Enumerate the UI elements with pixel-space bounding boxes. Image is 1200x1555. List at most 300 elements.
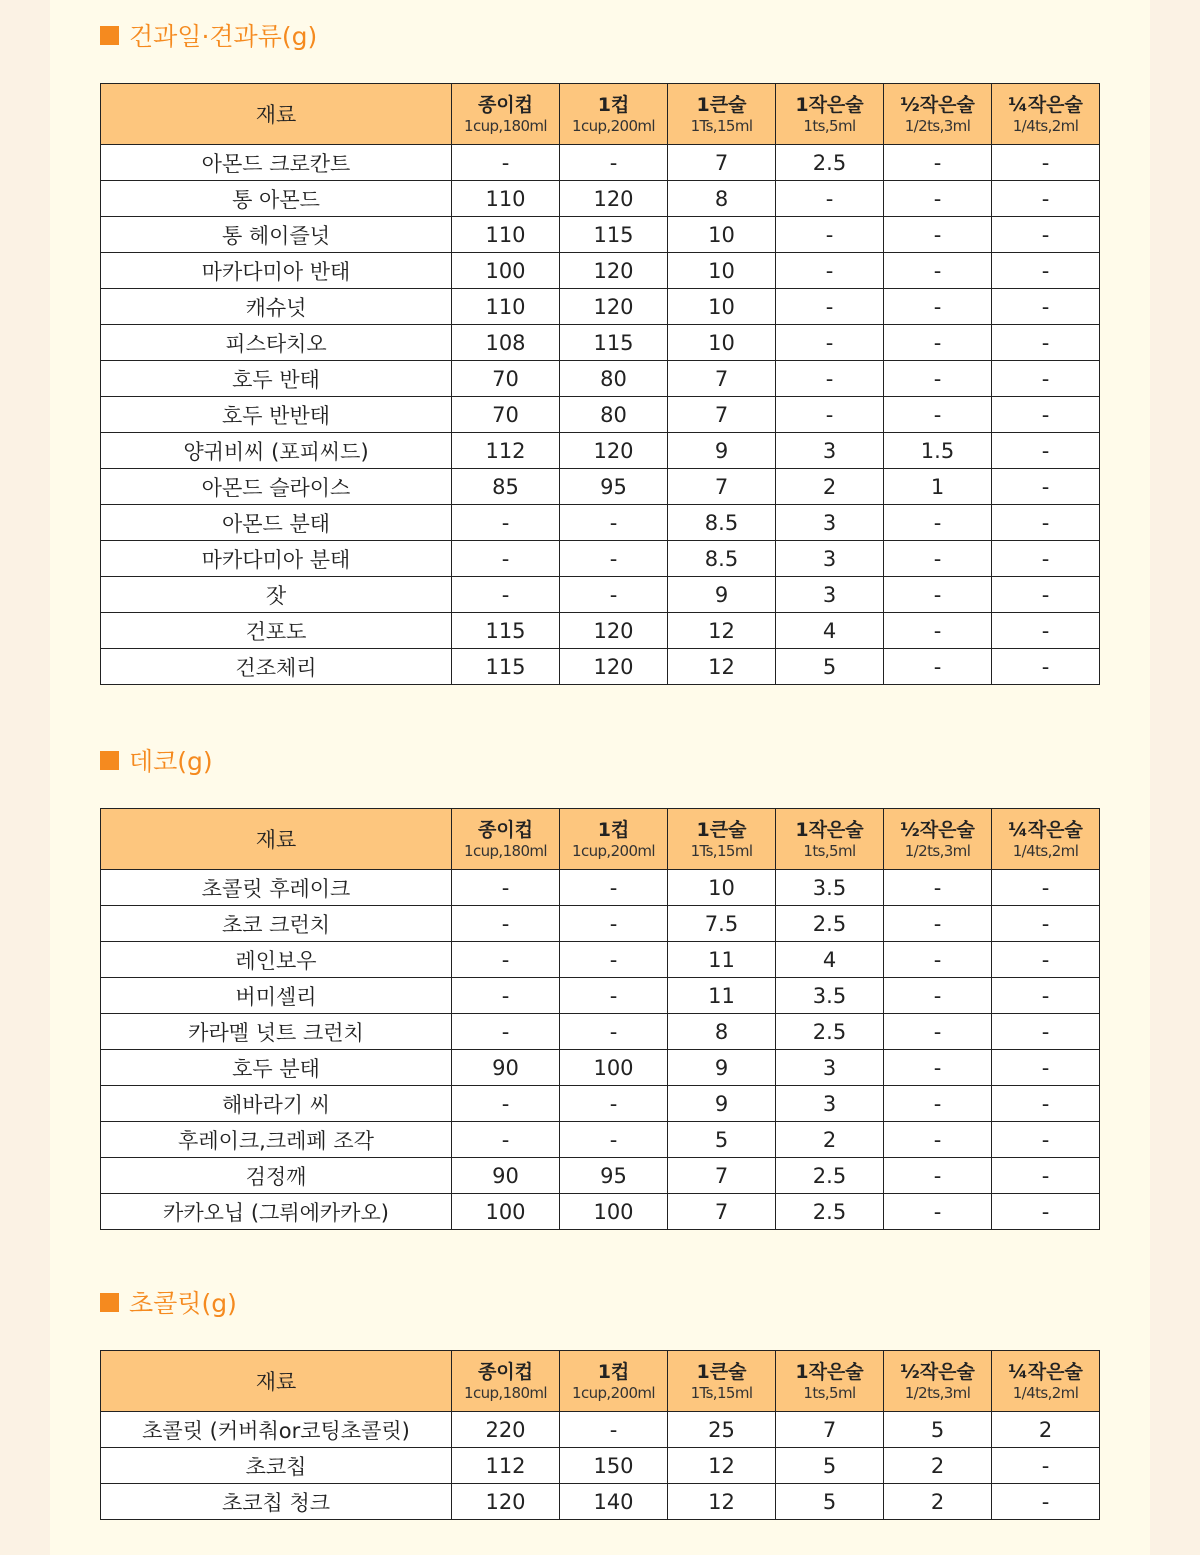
ingredient-name: 해바라기 씨 — [101, 1086, 452, 1122]
table-row — [101, 181, 1100, 217]
header-unit-label: ¼작은술 — [1008, 818, 1083, 841]
amount-cell: 9 — [668, 1050, 776, 1086]
header-cell — [452, 1351, 560, 1412]
ingredient-name: 카카오닙 (그뤼에카카오) — [101, 1194, 452, 1230]
amount-cell: 85 — [452, 469, 560, 505]
ingredient-name: 아몬드 크로칸트 — [101, 145, 452, 181]
table-row — [101, 978, 1100, 1014]
measurement-table — [100, 1350, 1100, 1520]
table-row — [101, 613, 1100, 649]
ingredient-name: 초콜릿 (커버춰or코팅초콜릿) — [101, 1412, 452, 1448]
header-unit-label: 1큰술 — [696, 1360, 747, 1383]
header-unit-sub: 1cup,200ml — [572, 1383, 655, 1402]
header-unit-sub: 1ts,5ml — [803, 841, 856, 860]
header-cell — [668, 809, 776, 870]
header-material: 재료 — [101, 809, 452, 870]
header-unit-label: 종이컵 — [477, 93, 534, 116]
table-header-row — [101, 809, 1100, 870]
header-unit-label: 1큰술 — [696, 93, 747, 116]
amount-cell: - — [992, 397, 1100, 433]
amount-cell: 150 — [560, 1448, 668, 1484]
amount-cell: - — [884, 325, 992, 361]
amount-cell: - — [992, 469, 1100, 505]
amount-cell: 9 — [668, 577, 776, 613]
amount-cell: 2 — [884, 1484, 992, 1520]
header-unit-sub: 1cup,180ml — [464, 1383, 547, 1402]
amount-cell: 7 — [668, 145, 776, 181]
amount-cell: - — [560, 1122, 668, 1158]
amount-cell: 9 — [668, 1086, 776, 1122]
amount-cell: - — [992, 1448, 1100, 1484]
amount-cell: 10 — [668, 217, 776, 253]
amount-cell: 120 — [452, 1484, 560, 1520]
section-chocolate — [100, 1284, 1100, 1520]
header-unit-label: ½작은술 — [900, 1360, 975, 1383]
header-cell — [776, 1351, 884, 1412]
amount-cell: 3 — [776, 433, 884, 469]
header-cell — [776, 809, 884, 870]
table-row — [101, 253, 1100, 289]
ingredient-name: 호두 분태 — [101, 1050, 452, 1086]
amount-cell: 7.5 — [668, 906, 776, 942]
amount-cell: - — [884, 505, 992, 541]
ingredient-name: 아몬드 슬라이스 — [101, 469, 452, 505]
table-row — [101, 433, 1100, 469]
amount-cell: 115 — [452, 649, 560, 685]
amount-cell: 90 — [452, 1158, 560, 1194]
amount-cell: 80 — [560, 397, 668, 433]
amount-cell: 5 — [884, 1412, 992, 1448]
header-cell — [560, 1351, 668, 1412]
table-row — [101, 145, 1100, 181]
table-row — [101, 870, 1100, 906]
amount-cell: 7 — [776, 1412, 884, 1448]
amount-cell: - — [452, 870, 560, 906]
measurement-table — [100, 83, 1100, 685]
ingredient-name: 양귀비씨 (포피씨드) — [101, 433, 452, 469]
ingredient-name: 초코 크런치 — [101, 906, 452, 942]
table-header-row — [101, 84, 1100, 145]
header-unit-label: ¼작은술 — [1008, 1360, 1083, 1383]
amount-cell: 100 — [452, 1194, 560, 1230]
section-title — [100, 1284, 1100, 1320]
amount-cell: - — [884, 906, 992, 942]
header-unit-sub: 1cup,180ml — [464, 116, 547, 135]
table-row — [101, 1086, 1100, 1122]
header-cell — [560, 809, 668, 870]
amount-cell: 80 — [560, 361, 668, 397]
amount-cell: 110 — [452, 289, 560, 325]
header-unit-sub: 1/2ts,3ml — [904, 841, 971, 860]
ingredient-name: 카라멜 넛트 크런치 — [101, 1014, 452, 1050]
amount-cell: 2.5 — [776, 1158, 884, 1194]
ingredient-name: 초코칩 — [101, 1448, 452, 1484]
header-cell — [884, 809, 992, 870]
header-cell — [992, 809, 1100, 870]
table-row — [101, 577, 1100, 613]
amount-cell: - — [776, 289, 884, 325]
header-unit-sub: 1Ts,15ml — [690, 116, 753, 135]
amount-cell: 110 — [452, 217, 560, 253]
amount-cell: - — [776, 181, 884, 217]
amount-cell: - — [560, 1412, 668, 1448]
amount-cell: - — [992, 433, 1100, 469]
amount-cell: - — [560, 870, 668, 906]
section-title-text: 초콜릿(g) — [129, 1289, 237, 1318]
table-row — [101, 325, 1100, 361]
amount-cell: 2 — [776, 1122, 884, 1158]
amount-cell: - — [992, 613, 1100, 649]
amount-cell: - — [992, 649, 1100, 685]
header-unit-sub: 1ts,5ml — [803, 1383, 856, 1402]
amount-cell: - — [884, 577, 992, 613]
header-unit-sub: 1Ts,15ml — [690, 1383, 753, 1402]
amount-cell: 120 — [560, 253, 668, 289]
amount-cell: - — [992, 145, 1100, 181]
amount-cell: 3 — [776, 505, 884, 541]
amount-cell: - — [884, 1158, 992, 1194]
amount-cell: 3 — [776, 577, 884, 613]
header-cell — [884, 1351, 992, 1412]
header-unit-sub: 1/4ts,2ml — [1012, 841, 1079, 860]
header-unit-label: ¼작은술 — [1008, 93, 1083, 116]
amount-cell: - — [884, 361, 992, 397]
amount-cell: 3 — [776, 541, 884, 577]
amount-cell: - — [452, 1086, 560, 1122]
amount-cell: 10 — [668, 325, 776, 361]
header-unit-label: 1컵 — [597, 1360, 630, 1383]
amount-cell: 10 — [668, 289, 776, 325]
amount-cell: - — [560, 541, 668, 577]
header-unit-sub: 1/4ts,2ml — [1012, 116, 1079, 135]
amount-cell: - — [992, 361, 1100, 397]
amount-cell: 70 — [452, 397, 560, 433]
amount-cell: 90 — [452, 1050, 560, 1086]
header-unit-sub: 1Ts,15ml — [690, 841, 753, 860]
amount-cell: 8.5 — [668, 541, 776, 577]
square-bullet-icon — [100, 751, 119, 770]
header-material: 재료 — [101, 1351, 452, 1412]
amount-cell: - — [884, 1014, 992, 1050]
table-row — [101, 1448, 1100, 1484]
ingredient-name: 검정깨 — [101, 1158, 452, 1194]
header-cell — [452, 809, 560, 870]
amount-cell: - — [776, 397, 884, 433]
header-cell — [884, 84, 992, 145]
header-material: 재료 — [101, 84, 452, 145]
amount-cell: - — [992, 325, 1100, 361]
amount-cell: - — [992, 1158, 1100, 1194]
header-unit-label: ½작은술 — [900, 93, 975, 116]
header-unit-label: 1컵 — [597, 93, 630, 116]
section-title — [100, 742, 1100, 778]
amount-cell: 1 — [884, 469, 992, 505]
header-unit-sub: 1/4ts,2ml — [1012, 1383, 1079, 1402]
amount-cell: - — [992, 906, 1100, 942]
amount-cell: 3.5 — [776, 870, 884, 906]
amount-cell: - — [884, 870, 992, 906]
amount-cell: 7 — [668, 361, 776, 397]
amount-cell: - — [884, 289, 992, 325]
table-row — [101, 361, 1100, 397]
amount-cell: - — [884, 1122, 992, 1158]
amount-cell: 4 — [776, 942, 884, 978]
amount-cell: 8 — [668, 1014, 776, 1050]
header-cell — [560, 84, 668, 145]
amount-cell: 112 — [452, 433, 560, 469]
header-unit-label: 1컵 — [597, 818, 630, 841]
section-title — [100, 17, 1100, 53]
section-dried-fruit-nuts — [100, 17, 1100, 685]
amount-cell: - — [884, 942, 992, 978]
table-row — [101, 469, 1100, 505]
amount-cell: 9 — [668, 433, 776, 469]
amount-cell: - — [992, 505, 1100, 541]
ingredient-name: 마카다미아 반태 — [101, 253, 452, 289]
amount-cell: 12 — [668, 649, 776, 685]
amount-cell: 100 — [560, 1050, 668, 1086]
ingredient-name: 캐슈넛 — [101, 289, 452, 325]
amount-cell: 2 — [884, 1448, 992, 1484]
amount-cell: 70 — [452, 361, 560, 397]
amount-cell: - — [560, 505, 668, 541]
header-cell — [668, 84, 776, 145]
amount-cell: - — [560, 577, 668, 613]
amount-cell: - — [992, 1050, 1100, 1086]
amount-cell: - — [560, 906, 668, 942]
amount-cell: 120 — [560, 649, 668, 685]
amount-cell: 120 — [560, 613, 668, 649]
section-deco — [100, 742, 1100, 1230]
amount-cell: 12 — [668, 613, 776, 649]
square-bullet-icon — [100, 1293, 119, 1312]
amount-cell: - — [452, 906, 560, 942]
table-row — [101, 1194, 1100, 1230]
amount-cell: 120 — [560, 181, 668, 217]
amount-cell: 25 — [668, 1412, 776, 1448]
amount-cell: 8.5 — [668, 505, 776, 541]
amount-cell: 100 — [560, 1194, 668, 1230]
amount-cell: 5 — [776, 1484, 884, 1520]
amount-cell: 7 — [668, 397, 776, 433]
amount-cell: 12 — [668, 1484, 776, 1520]
header-unit-label: 1작은술 — [795, 818, 864, 841]
amount-cell: - — [884, 1194, 992, 1230]
amount-cell: 2.5 — [776, 145, 884, 181]
amount-cell: 8 — [668, 181, 776, 217]
ingredient-name: 아몬드 분태 — [101, 505, 452, 541]
amount-cell: - — [992, 1484, 1100, 1520]
amount-cell: - — [560, 1086, 668, 1122]
amount-cell: - — [884, 397, 992, 433]
header-unit-sub: 1/2ts,3ml — [904, 116, 971, 135]
header-unit-sub: 1cup,200ml — [572, 116, 655, 135]
amount-cell: 120 — [560, 289, 668, 325]
amount-cell: 2.5 — [776, 1014, 884, 1050]
amount-cell: - — [452, 1014, 560, 1050]
header-unit-label: 종이컵 — [477, 1360, 534, 1383]
amount-cell: 11 — [668, 978, 776, 1014]
ingredient-name: 후레이크,크레페 조각 — [101, 1122, 452, 1158]
amount-cell: 95 — [560, 469, 668, 505]
amount-cell: - — [452, 577, 560, 613]
table-row — [101, 541, 1100, 577]
square-bullet-icon — [100, 26, 119, 45]
header-cell — [992, 1351, 1100, 1412]
header-unit-label: 종이컵 — [477, 818, 534, 841]
amount-cell: - — [992, 217, 1100, 253]
header-cell — [992, 84, 1100, 145]
table-row — [101, 942, 1100, 978]
header-cell — [452, 84, 560, 145]
amount-cell: - — [884, 541, 992, 577]
amount-cell: - — [992, 1086, 1100, 1122]
amount-cell: - — [992, 577, 1100, 613]
amount-cell: 108 — [452, 325, 560, 361]
header-unit-sub: 1/2ts,3ml — [904, 1383, 971, 1402]
table-row — [101, 397, 1100, 433]
amount-cell: - — [560, 145, 668, 181]
amount-cell: - — [992, 181, 1100, 217]
amount-cell: - — [776, 361, 884, 397]
ingredient-name: 피스타치오 — [101, 325, 452, 361]
header-cell — [776, 84, 884, 145]
amount-cell: - — [992, 289, 1100, 325]
amount-cell: 10 — [668, 870, 776, 906]
ingredient-name: 건조체리 — [101, 649, 452, 685]
amount-cell: - — [992, 1194, 1100, 1230]
table-row — [101, 505, 1100, 541]
section-title-text: 건과일·견과류(g) — [129, 22, 318, 51]
ingredient-name: 잣 — [101, 577, 452, 613]
amount-cell: 2.5 — [776, 906, 884, 942]
table-header-row — [101, 1351, 1100, 1412]
header-unit-label: 1작은술 — [795, 1360, 864, 1383]
amount-cell: 120 — [560, 433, 668, 469]
amount-cell: 3.5 — [776, 978, 884, 1014]
header-unit-sub: 1cup,200ml — [572, 841, 655, 860]
amount-cell: 11 — [668, 942, 776, 978]
amount-cell: 4 — [776, 613, 884, 649]
amount-cell: - — [884, 217, 992, 253]
amount-cell: - — [452, 978, 560, 1014]
amount-cell: - — [884, 145, 992, 181]
amount-cell: - — [884, 613, 992, 649]
amount-cell: - — [776, 325, 884, 361]
amount-cell: 5 — [776, 649, 884, 685]
amount-cell: 115 — [560, 325, 668, 361]
amount-cell: 7 — [668, 1194, 776, 1230]
amount-cell: - — [884, 649, 992, 685]
amount-cell: - — [992, 1014, 1100, 1050]
amount-cell: 2.5 — [776, 1194, 884, 1230]
amount-cell: 100 — [452, 253, 560, 289]
measurement-table — [100, 808, 1100, 1230]
ingredient-name: 버미셀리 — [101, 978, 452, 1014]
table-row — [101, 217, 1100, 253]
table-row — [101, 1484, 1100, 1520]
amount-cell: - — [884, 253, 992, 289]
amount-cell: 115 — [452, 613, 560, 649]
amount-cell: - — [884, 978, 992, 1014]
amount-cell: 7 — [668, 1158, 776, 1194]
amount-cell: - — [452, 541, 560, 577]
header-cell — [668, 1351, 776, 1412]
ingredient-name: 호두 반태 — [101, 361, 452, 397]
amount-cell: 2 — [992, 1412, 1100, 1448]
amount-cell: - — [776, 253, 884, 289]
amount-cell: - — [992, 870, 1100, 906]
amount-cell: 3 — [776, 1086, 884, 1122]
amount-cell: - — [776, 217, 884, 253]
amount-cell: - — [452, 1122, 560, 1158]
amount-cell: 140 — [560, 1484, 668, 1520]
ingredient-name: 초코칩 청크 — [101, 1484, 452, 1520]
amount-cell: - — [560, 1014, 668, 1050]
amount-cell: 95 — [560, 1158, 668, 1194]
amount-cell: - — [992, 541, 1100, 577]
amount-cell: - — [452, 942, 560, 978]
header-unit-sub: 1ts,5ml — [803, 116, 856, 135]
table-row — [101, 289, 1100, 325]
amount-cell: - — [560, 942, 668, 978]
amount-cell: 3 — [776, 1050, 884, 1086]
table-row — [101, 1122, 1100, 1158]
header-unit-label: 1작은술 — [795, 93, 864, 116]
section-title-text: 데코(g) — [129, 747, 213, 776]
amount-cell: 115 — [560, 217, 668, 253]
table-row — [101, 906, 1100, 942]
table-row — [101, 1158, 1100, 1194]
ingredient-name: 통 아몬드 — [101, 181, 452, 217]
table-row — [101, 649, 1100, 685]
amount-cell: - — [992, 253, 1100, 289]
ingredient-name: 통 헤이즐넛 — [101, 217, 452, 253]
header-unit-label: 1큰술 — [696, 818, 747, 841]
amount-cell: 5 — [776, 1448, 884, 1484]
amount-cell: - — [884, 1050, 992, 1086]
ingredient-name: 레인보우 — [101, 942, 452, 978]
amount-cell: - — [452, 505, 560, 541]
header-unit-label: ½작은술 — [900, 818, 975, 841]
ingredient-name: 초콜릿 후레이크 — [101, 870, 452, 906]
amount-cell: - — [992, 1122, 1100, 1158]
table-row — [101, 1412, 1100, 1448]
amount-cell: - — [992, 942, 1100, 978]
table-row — [101, 1014, 1100, 1050]
amount-cell: - — [452, 145, 560, 181]
amount-cell: - — [884, 1086, 992, 1122]
ingredient-name: 건포도 — [101, 613, 452, 649]
page-panel — [50, 0, 1150, 1555]
header-unit-sub: 1cup,180ml — [464, 841, 547, 860]
amount-cell: 12 — [668, 1448, 776, 1484]
table-row — [101, 1050, 1100, 1086]
amount-cell: 110 — [452, 181, 560, 217]
amount-cell: 2 — [776, 469, 884, 505]
amount-cell: 112 — [452, 1448, 560, 1484]
ingredient-name: 마카다미아 분태 — [101, 541, 452, 577]
amount-cell: - — [992, 978, 1100, 1014]
amount-cell: - — [560, 978, 668, 1014]
amount-cell: - — [884, 181, 992, 217]
ingredient-name: 호두 반반태 — [101, 397, 452, 433]
amount-cell: 10 — [668, 253, 776, 289]
amount-cell: 1.5 — [884, 433, 992, 469]
amount-cell: 5 — [668, 1122, 776, 1158]
amount-cell: 7 — [668, 469, 776, 505]
amount-cell: 220 — [452, 1412, 560, 1448]
